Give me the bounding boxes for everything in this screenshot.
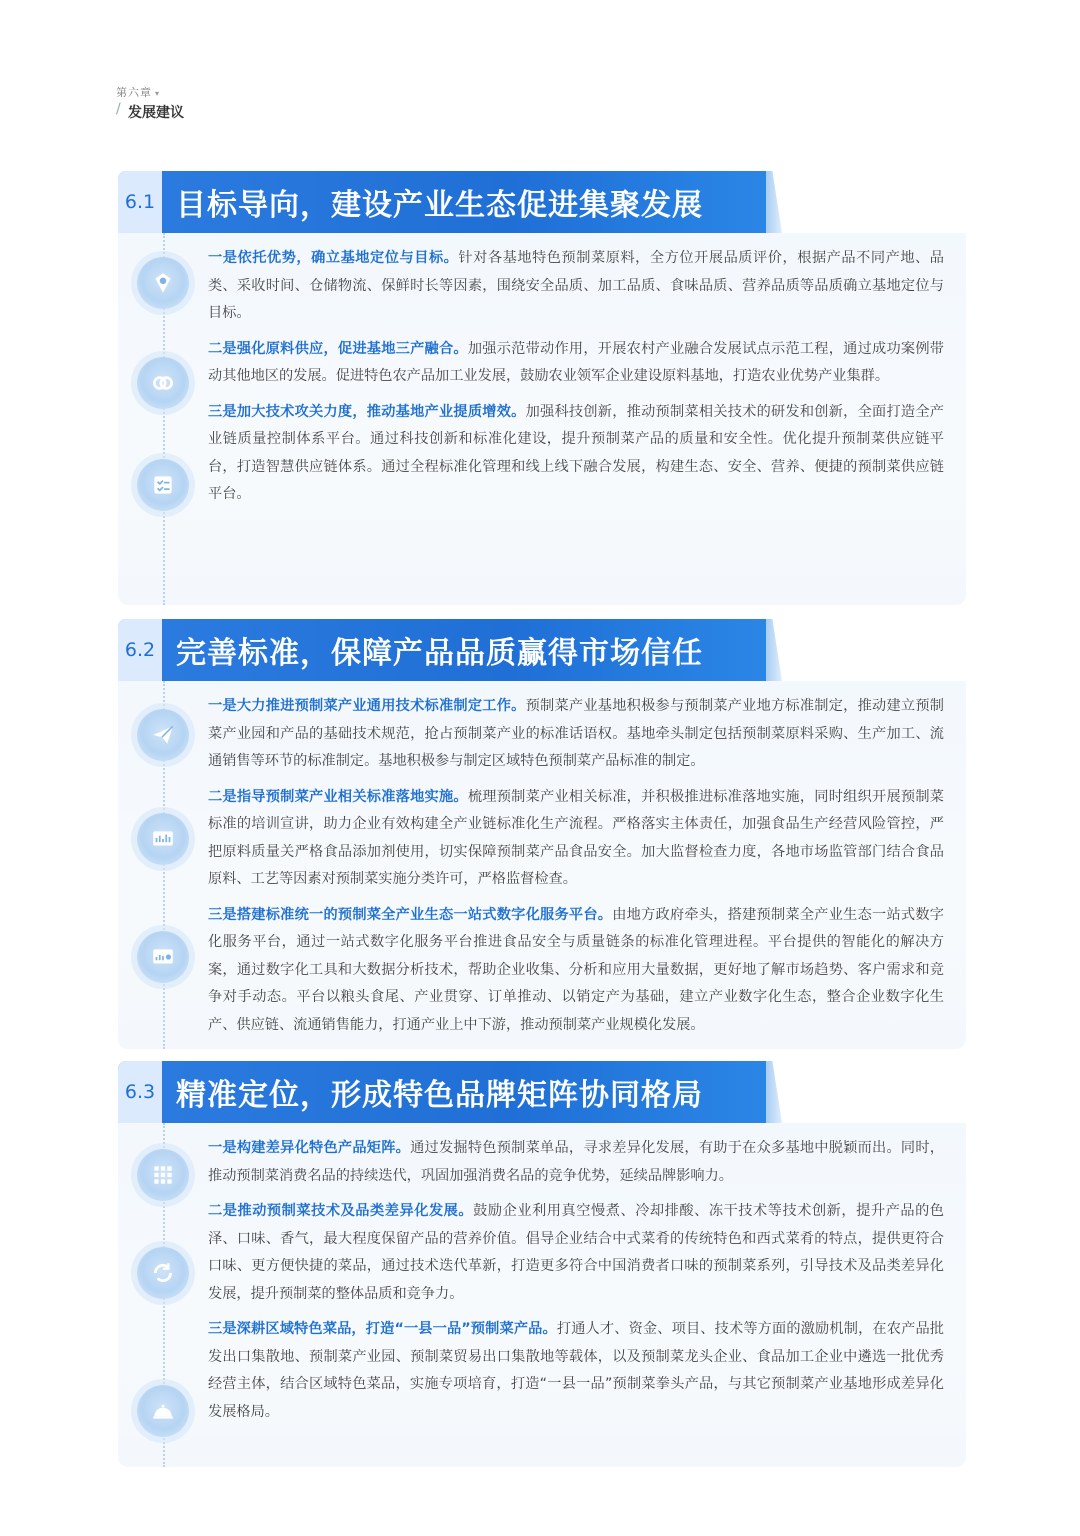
list-item [208,245,944,328]
item-text: 预制菜产业基地积极参与预制菜产业地方标准制定，推动建立预制菜产业园和产品的基础技术规范，抢占预制菜产业的标准话语权。基地牵头制定包括预制菜原料采购、生产加工、流通销售等环节的标准制定。基地积极参与制定区域特色预制菜产品标准的制定。 [208,698,944,769]
item-lead: 三是搭建标准统一的预制菜全产业生态一站式数字化服务平台。 [208,906,613,923]
section-body [118,233,966,605]
paper-plane-icon [137,709,189,761]
section-title: 目标导向，建设产业生态促进集聚发展 [176,188,703,223]
section-body [118,681,966,1049]
item-lead: 三是加大技术攻关力度，推动基地产业提质增效。 [208,403,526,420]
section-6-3 [118,1061,966,1467]
refresh-icon [137,1247,189,1299]
item-lead: 一是依托优势，确立基地定位与目标。 [208,250,459,266]
list-item [208,693,944,776]
item-text: 加强科技创新，推动预制菜相关技术的研发和创新，全面打造全产业链质量控制体系平台。通过科技创新和标准化建设，提升预制菜产品的质量和安全性。优化提升预制菜供应链平台，打造智慧供应链体系。通过全程标准化管理和线上线下融合发展，构建生态、安全、营养、便捷的预制菜供应链平台。 [208,403,944,502]
section-header [118,619,766,681]
section-6-1 [118,171,966,605]
item-lead: 一是构建差异化特色产品矩阵。 [208,1140,411,1156]
analytics-icon [137,931,189,983]
grid-icon [137,1149,189,1201]
section-number: 6.1 [118,171,162,233]
list-item [208,336,944,391]
location-icon [137,257,189,309]
section-title: 精准定位，形成特色品牌矩阵协同格局 [176,1078,703,1113]
item-text: 通过发掘特色预制菜单品，寻求差异化发展，有助于在众多基地中脱颖而出。同时，推动预制菜消费名品的持续迭代，巩固加强消费名品的竞争优势，延续品牌影响力。 [208,1140,944,1184]
section-title: 完善标准，保障产品品质赢得市场信任 [176,636,703,671]
list-item [208,1316,944,1426]
cycle-icon [137,357,189,409]
item-text: 由地方政府牵头，搭建预制菜全产业生态一站式数字化服务平台，通过一站式数字化服务平台推进食品安全与质量链条的标准化管理进程。平台提供的智能化的解决方案，通过数字化工具和大数据分析技术，帮助企业收集、分析和应用大量数据，更好地了解市场趋势、客户需求和竞争对手动态。平台以粮头食尾、产业贯穿、订单推动、以销定产为基础，建立产业数字化生态，整合企业数字化生产、供应链、流通销售能力，打通产业上中下游，推动预制菜产业规模化发展。 [208,906,944,1033]
item-text: 打通人才、资金、项目、技术等方面的激励机制，在农产品批发出口集散地、预制菜产业园、预制菜贸易出口集散地等载体，以及预制菜龙头企业、食品加工企业中遴选一批优秀经营主体，结合区域特色菜品，实施专项培育，打造“一县一品”预制菜拳头产品，与其它预制菜产业基地形成差异化发展格局。 [208,1321,944,1420]
list-item [208,902,944,1040]
list-item [208,784,944,894]
chapter-number: 第六章 [116,86,152,99]
item-text: 加强示范带动作用，开展农村产业融合发展试点示范工程，通过成功案例带动其他地区的发展。促进特色农产品加工业发展，鼓励农业领军企业建设原料基地，打造农业优势产业集群。 [208,340,944,384]
section-header [118,171,766,233]
chevron-down-icon: ▾ [155,89,161,98]
item-text: 针对各基地特色预制菜原料，全方位开展品质评价，根据产品不同产地、品类、采收时间、仓储物流、保鲜时长等因素，围绕安全品质、加工品质、食味品质、营养品质等品质确立基地定位与目标。 [208,250,944,321]
item-lead: 二是指导预制菜产业相关标准落地实施。 [208,788,468,805]
cloche-icon [137,1385,189,1437]
chapter-title: / 发展建议 [116,102,184,122]
section-header [118,1061,766,1123]
chapter-heading [116,84,184,122]
item-lead: 一是大力推进预制菜产业通用技术标准制定工作。 [208,698,526,714]
list-item [208,399,944,509]
chart-board-icon [137,813,189,865]
section-6-2 [118,619,966,1049]
item-lead: 二是强化原料供应，促进基地三产融合。 [208,340,468,357]
checklist-icon [137,459,189,511]
section-body [118,1123,966,1467]
item-lead: 三是深耕区域特色菜品，打造“一县一品”预制菜产品。 [208,1321,557,1337]
section-number: 6.2 [118,619,162,681]
item-lead: 二是推动预制菜技术及品类差异化发展。 [208,1203,474,1219]
item-text: 鼓励企业利用真空慢煮、冷却排酸、冻干技术等技术创新，提升产品的色泽、口味、香气，最大程度保留产品的营养价值。倡导企业结合中式菜肴的传统特色和西式菜肴的特点，提供更符合口味、更方便快捷的菜品，通过技术迭代革新，打造更多符合中国消费者口味的预制菜系列，引导技术及品类差异化发展，提升预制菜的整体品质和竞争力。 [208,1203,944,1302]
list-item [208,1198,944,1308]
list-item [208,1135,944,1190]
section-number: 6.3 [118,1061,162,1123]
item-text: 梳理预制菜产业相关标准，并积极推进标准落地实施，同时组织开展预制菜标准的培训宣讲，助力企业有效构建全产业链标准化生产流程。严格落实主体责任，加强食品生产经营风险管控，严把原料质量关严格食品添加剂使用，切实保障预制菜产品食品安全。加大监督检查力度，各地市场监管部门结合食品原料、工艺等因素对预制菜实施分类许可，严格监督检查。 [208,788,944,887]
